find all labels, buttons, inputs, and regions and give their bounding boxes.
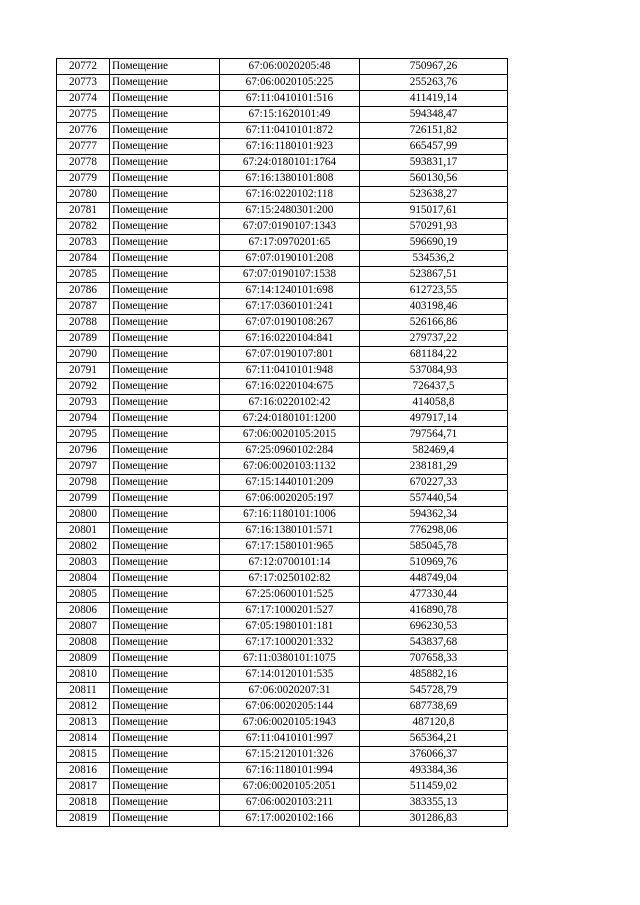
cadastral-number-cell: 67:17:0360101:241 xyxy=(220,299,360,315)
table-row xyxy=(57,747,508,763)
cadastral-value-cell: 523638,27 xyxy=(360,187,508,203)
cadastral-number-cell: 67:17:0250102:82 xyxy=(220,571,360,587)
table-row xyxy=(57,123,508,139)
cadastral-value-cell: 510969,76 xyxy=(360,555,508,571)
object-type-cell: Помещение xyxy=(110,795,220,811)
table-row xyxy=(57,299,508,315)
cadastral-value-cell: 681184,22 xyxy=(360,347,508,363)
object-type-cell: Помещение xyxy=(110,379,220,395)
object-type-cell: Помещение xyxy=(110,251,220,267)
row-number-cell: 20780 xyxy=(57,187,110,203)
cadastral-number-cell: 67:11:0380101:1075 xyxy=(220,651,360,667)
cadastral-value-cell: 523867,51 xyxy=(360,267,508,283)
table-row xyxy=(57,91,508,107)
table-row xyxy=(57,555,508,571)
row-number-cell: 20810 xyxy=(57,667,110,683)
table-row xyxy=(57,139,508,155)
cadastral-value-cell: 585045,78 xyxy=(360,539,508,555)
object-type-cell: Помещение xyxy=(110,203,220,219)
table-row xyxy=(57,267,508,283)
cadastral-number-cell: 67:06:0020105:2015 xyxy=(220,427,360,443)
cadastral-value-cell: 596690,19 xyxy=(360,235,508,251)
object-type-cell: Помещение xyxy=(110,539,220,555)
row-number-cell: 20799 xyxy=(57,491,110,507)
object-type-cell: Помещение xyxy=(110,619,220,635)
object-type-cell: Помещение xyxy=(110,315,220,331)
cadastral-value-cell: 665457,99 xyxy=(360,139,508,155)
cadastral-number-cell: 67:06:0020105:2051 xyxy=(220,779,360,795)
object-type-cell: Помещение xyxy=(110,459,220,475)
cadastral-number-cell: 67:15:2480301:200 xyxy=(220,203,360,219)
object-type-cell: Помещение xyxy=(110,91,220,107)
object-type-cell: Помещение xyxy=(110,123,220,139)
table-row xyxy=(57,155,508,171)
row-number-cell: 20775 xyxy=(57,107,110,123)
cadastral-value-cell: 560130,56 xyxy=(360,171,508,187)
object-type-cell: Помещение xyxy=(110,107,220,123)
cadastral-value-cell: 511459,02 xyxy=(360,779,508,795)
table-row xyxy=(57,635,508,651)
row-number-cell: 20816 xyxy=(57,763,110,779)
table-row xyxy=(57,219,508,235)
row-number-cell: 20809 xyxy=(57,651,110,667)
row-number-cell: 20803 xyxy=(57,555,110,571)
table-row xyxy=(57,795,508,811)
row-number-cell: 20786 xyxy=(57,283,110,299)
cadastral-number-cell: 67:11:0410101:948 xyxy=(220,363,360,379)
table-row xyxy=(57,395,508,411)
cadastral-number-cell: 67:14:1240101:698 xyxy=(220,283,360,299)
table-row xyxy=(57,699,508,715)
cadastral-number-cell: 67:16:0220104:675 xyxy=(220,379,360,395)
object-type-cell: Помещение xyxy=(110,427,220,443)
object-type-cell: Помещение xyxy=(110,715,220,731)
registry-table xyxy=(56,58,508,827)
object-type-cell: Помещение xyxy=(110,171,220,187)
object-type-cell: Помещение xyxy=(110,507,220,523)
row-number-cell: 20802 xyxy=(57,539,110,555)
cadastral-value-cell: 534536,2 xyxy=(360,251,508,267)
row-number-cell: 20781 xyxy=(57,203,110,219)
object-type-cell: Помещение xyxy=(110,747,220,763)
row-number-cell: 20782 xyxy=(57,219,110,235)
cadastral-value-cell: 487120,8 xyxy=(360,715,508,731)
table-row xyxy=(57,315,508,331)
row-number-cell: 20777 xyxy=(57,139,110,155)
table-row xyxy=(57,683,508,699)
row-number-cell: 20776 xyxy=(57,123,110,139)
row-number-cell: 20807 xyxy=(57,619,110,635)
table-row xyxy=(57,171,508,187)
row-number-cell: 20814 xyxy=(57,731,110,747)
cadastral-number-cell: 67:06:0020205:48 xyxy=(220,59,360,75)
row-number-cell: 20778 xyxy=(57,155,110,171)
cadastral-number-cell: 67:06:0020105:225 xyxy=(220,75,360,91)
cadastral-value-cell: 485882,16 xyxy=(360,667,508,683)
cadastral-number-cell: 67:07:0190101:208 xyxy=(220,251,360,267)
cadastral-value-cell: 593831,17 xyxy=(360,155,508,171)
row-number-cell: 20779 xyxy=(57,171,110,187)
object-type-cell: Помещение xyxy=(110,155,220,171)
row-number-cell: 20795 xyxy=(57,427,110,443)
cadastral-value-cell: 670227,33 xyxy=(360,475,508,491)
object-type-cell: Помещение xyxy=(110,587,220,603)
table-row xyxy=(57,363,508,379)
table-row xyxy=(57,667,508,683)
table-row xyxy=(57,187,508,203)
table-row xyxy=(57,411,508,427)
object-type-cell: Помещение xyxy=(110,219,220,235)
row-number-cell: 20790 xyxy=(57,347,110,363)
object-type-cell: Помещение xyxy=(110,395,220,411)
cadastral-value-cell: 582469,4 xyxy=(360,443,508,459)
table-row xyxy=(57,459,508,475)
object-type-cell: Помещение xyxy=(110,491,220,507)
row-number-cell: 20808 xyxy=(57,635,110,651)
object-type-cell: Помещение xyxy=(110,363,220,379)
cadastral-number-cell: 67:17:0970201:65 xyxy=(220,235,360,251)
object-type-cell: Помещение xyxy=(110,555,220,571)
row-number-cell: 20798 xyxy=(57,475,110,491)
cadastral-value-cell: 545728,79 xyxy=(360,683,508,699)
cadastral-value-cell: 776298,06 xyxy=(360,523,508,539)
cadastral-number-cell: 67:25:0600101:525 xyxy=(220,587,360,603)
row-number-cell: 20796 xyxy=(57,443,110,459)
table-row xyxy=(57,539,508,555)
registry-table-body xyxy=(57,59,508,827)
table-row xyxy=(57,251,508,267)
table-row xyxy=(57,379,508,395)
row-number-cell: 20787 xyxy=(57,299,110,315)
object-type-cell: Помещение xyxy=(110,763,220,779)
cadastral-value-cell: 477330,44 xyxy=(360,587,508,603)
cadastral-number-cell: 67:07:0190107:801 xyxy=(220,347,360,363)
table-row xyxy=(57,507,508,523)
object-type-cell: Помещение xyxy=(110,331,220,347)
cadastral-number-cell: 67:16:1380101:571 xyxy=(220,523,360,539)
table-row xyxy=(57,75,508,91)
cadastral-number-cell: 67:15:2120101:326 xyxy=(220,747,360,763)
table-row xyxy=(57,523,508,539)
row-number-cell: 20801 xyxy=(57,523,110,539)
row-number-cell: 20813 xyxy=(57,715,110,731)
cadastral-number-cell: 67:06:0020103:1132 xyxy=(220,459,360,475)
table-row xyxy=(57,811,508,827)
row-number-cell: 20789 xyxy=(57,331,110,347)
row-number-cell: 20774 xyxy=(57,91,110,107)
table-row xyxy=(57,283,508,299)
cadastral-value-cell: 416890,78 xyxy=(360,603,508,619)
table-row xyxy=(57,587,508,603)
table-row xyxy=(57,491,508,507)
cadastral-value-cell: 726151,82 xyxy=(360,123,508,139)
cadastral-value-cell: 526166,86 xyxy=(360,315,508,331)
row-number-cell: 20788 xyxy=(57,315,110,331)
cadastral-value-cell: 594348,47 xyxy=(360,107,508,123)
row-number-cell: 20812 xyxy=(57,699,110,715)
cadastral-value-cell: 915017,61 xyxy=(360,203,508,219)
cadastral-number-cell: 67:07:0190107:1343 xyxy=(220,219,360,235)
table-row xyxy=(57,59,508,75)
cadastral-value-cell: 255263,76 xyxy=(360,75,508,91)
object-type-cell: Помещение xyxy=(110,283,220,299)
table-row xyxy=(57,347,508,363)
cadastral-value-cell: 493384,36 xyxy=(360,763,508,779)
cadastral-value-cell: 750967,26 xyxy=(360,59,508,75)
cadastral-number-cell: 67:11:0410101:997 xyxy=(220,731,360,747)
cadastral-number-cell: 67:16:1380101:808 xyxy=(220,171,360,187)
table-row xyxy=(57,619,508,635)
cadastral-value-cell: 497917,14 xyxy=(360,411,508,427)
table-row xyxy=(57,715,508,731)
cadastral-number-cell: 67:24:0180101:1200 xyxy=(220,411,360,427)
cadastral-number-cell: 67:07:0190107:1538 xyxy=(220,267,360,283)
cadastral-number-cell: 67:17:1000201:332 xyxy=(220,635,360,651)
cadastral-value-cell: 707658,33 xyxy=(360,651,508,667)
cadastral-number-cell: 67:17:0020102:166 xyxy=(220,811,360,827)
cadastral-number-cell: 67:05:1980101:181 xyxy=(220,619,360,635)
row-number-cell: 20784 xyxy=(57,251,110,267)
cadastral-number-cell: 67:07:0190108:267 xyxy=(220,315,360,331)
cadastral-number-cell: 67:16:1180101:994 xyxy=(220,763,360,779)
cadastral-value-cell: 279737,22 xyxy=(360,331,508,347)
cadastral-value-cell: 238181,29 xyxy=(360,459,508,475)
row-number-cell: 20783 xyxy=(57,235,110,251)
object-type-cell: Помещение xyxy=(110,635,220,651)
table-row xyxy=(57,603,508,619)
table-row xyxy=(57,763,508,779)
row-number-cell: 20791 xyxy=(57,363,110,379)
table-row xyxy=(57,651,508,667)
object-type-cell: Помещение xyxy=(110,75,220,91)
cadastral-value-cell: 301286,83 xyxy=(360,811,508,827)
cadastral-value-cell: 612723,55 xyxy=(360,283,508,299)
object-type-cell: Помещение xyxy=(110,187,220,203)
cadastral-number-cell: 67:16:1180101:923 xyxy=(220,139,360,155)
table-row xyxy=(57,571,508,587)
cadastral-value-cell: 543837,68 xyxy=(360,635,508,651)
cadastral-number-cell: 67:11:0410101:516 xyxy=(220,91,360,107)
row-number-cell: 20772 xyxy=(57,59,110,75)
cadastral-value-cell: 448749,04 xyxy=(360,571,508,587)
row-number-cell: 20773 xyxy=(57,75,110,91)
row-number-cell: 20797 xyxy=(57,459,110,475)
cadastral-number-cell: 67:16:0220102:118 xyxy=(220,187,360,203)
cadastral-number-cell: 67:16:0220102:42 xyxy=(220,395,360,411)
cadastral-value-cell: 403198,46 xyxy=(360,299,508,315)
table-row xyxy=(57,427,508,443)
cadastral-value-cell: 797564,71 xyxy=(360,427,508,443)
cadastral-number-cell: 67:17:1580101:965 xyxy=(220,539,360,555)
cadastral-number-cell: 67:06:0020103:211 xyxy=(220,795,360,811)
table-row xyxy=(57,475,508,491)
cadastral-number-cell: 67:17:1000201:527 xyxy=(220,603,360,619)
cadastral-value-cell: 376066,37 xyxy=(360,747,508,763)
cadastral-number-cell: 67:12:0700101:14 xyxy=(220,555,360,571)
row-number-cell: 20804 xyxy=(57,571,110,587)
object-type-cell: Помещение xyxy=(110,667,220,683)
cadastral-value-cell: 565364,21 xyxy=(360,731,508,747)
cadastral-number-cell: 67:15:1620101:49 xyxy=(220,107,360,123)
object-type-cell: Помещение xyxy=(110,59,220,75)
row-number-cell: 20811 xyxy=(57,683,110,699)
object-type-cell: Помещение xyxy=(110,571,220,587)
cadastral-number-cell: 67:15:1440101:209 xyxy=(220,475,360,491)
table-row xyxy=(57,203,508,219)
table-row xyxy=(57,731,508,747)
object-type-cell: Помещение xyxy=(110,443,220,459)
row-number-cell: 20794 xyxy=(57,411,110,427)
cadastral-number-cell: 67:16:1180101:1006 xyxy=(220,507,360,523)
cadastral-number-cell: 67:06:0020205:197 xyxy=(220,491,360,507)
cadastral-value-cell: 696230,53 xyxy=(360,619,508,635)
object-type-cell: Помещение xyxy=(110,651,220,667)
table-row xyxy=(57,107,508,123)
row-number-cell: 20817 xyxy=(57,779,110,795)
row-number-cell: 20785 xyxy=(57,267,110,283)
row-number-cell: 20806 xyxy=(57,603,110,619)
cadastral-value-cell: 687738,69 xyxy=(360,699,508,715)
cadastral-value-cell: 594362,34 xyxy=(360,507,508,523)
cadastral-number-cell: 67:25:0960102:284 xyxy=(220,443,360,459)
row-number-cell: 20805 xyxy=(57,587,110,603)
object-type-cell: Помещение xyxy=(110,603,220,619)
row-number-cell: 20818 xyxy=(57,795,110,811)
cadastral-number-cell: 67:16:0220104:841 xyxy=(220,331,360,347)
cadastral-value-cell: 414058,8 xyxy=(360,395,508,411)
object-type-cell: Помещение xyxy=(110,699,220,715)
object-type-cell: Помещение xyxy=(110,139,220,155)
cadastral-value-cell: 411419,14 xyxy=(360,91,508,107)
object-type-cell: Помещение xyxy=(110,235,220,251)
object-type-cell: Помещение xyxy=(110,411,220,427)
object-type-cell: Помещение xyxy=(110,523,220,539)
cadastral-value-cell: 383355,13 xyxy=(360,795,508,811)
row-number-cell: 20793 xyxy=(57,395,110,411)
table-row xyxy=(57,443,508,459)
row-number-cell: 20800 xyxy=(57,507,110,523)
cadastral-number-cell: 67:11:0410101:872 xyxy=(220,123,360,139)
cadastral-value-cell: 570291,93 xyxy=(360,219,508,235)
table-row xyxy=(57,331,508,347)
object-type-cell: Помещение xyxy=(110,299,220,315)
cadastral-number-cell: 67:06:0020205:144 xyxy=(220,699,360,715)
object-type-cell: Помещение xyxy=(110,267,220,283)
cadastral-value-cell: 726437,5 xyxy=(360,379,508,395)
object-type-cell: Помещение xyxy=(110,811,220,827)
object-type-cell: Помещение xyxy=(110,475,220,491)
cadastral-number-cell: 67:24:0180101:1764 xyxy=(220,155,360,171)
object-type-cell: Помещение xyxy=(110,731,220,747)
table-row xyxy=(57,779,508,795)
object-type-cell: Помещение xyxy=(110,683,220,699)
object-type-cell: Помещение xyxy=(110,347,220,363)
row-number-cell: 20792 xyxy=(57,379,110,395)
cadastral-value-cell: 537084,93 xyxy=(360,363,508,379)
cadastral-number-cell: 67:06:0020207:31 xyxy=(220,683,360,699)
row-number-cell: 20815 xyxy=(57,747,110,763)
cadastral-value-cell: 557440,54 xyxy=(360,491,508,507)
cadastral-number-cell: 67:06:0020105:1943 xyxy=(220,715,360,731)
table-row xyxy=(57,235,508,251)
row-number-cell: 20819 xyxy=(57,811,110,827)
object-type-cell: Помещение xyxy=(110,779,220,795)
cadastral-number-cell: 67:14:0120101:535 xyxy=(220,667,360,683)
